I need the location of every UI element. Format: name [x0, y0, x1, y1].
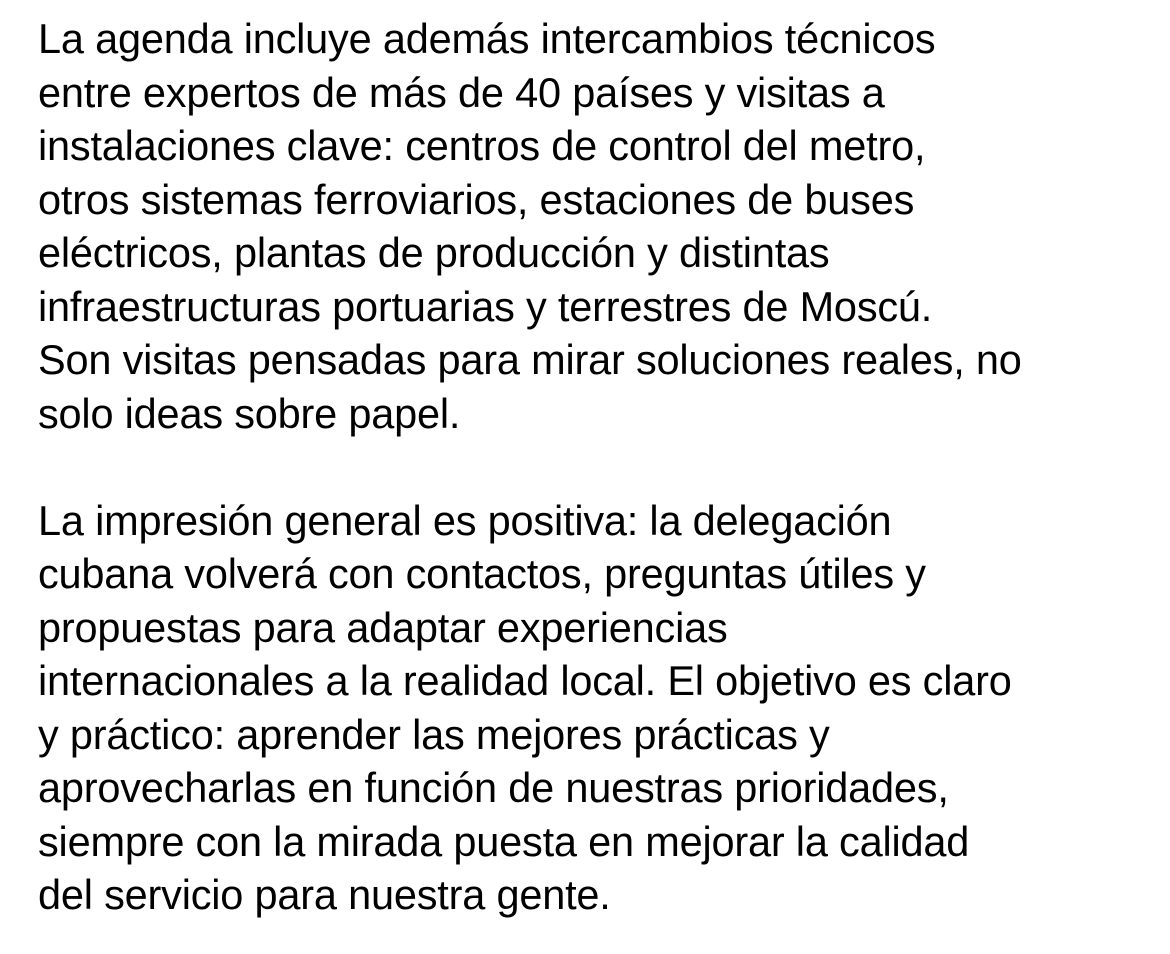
paragraph-1-line: infraestructuras portuarias y terrestres de Moscú.: [38, 282, 933, 330]
paragraph-2-line: siempre con la mirada puesta en mejorar la calidad: [38, 817, 970, 865]
paragraph-1-line: Son visitas pensadas para mirar soluciones reales, no: [38, 336, 1022, 383]
paragraph-2-line: propuestas para adaptar experiencias: [38, 603, 728, 651]
paragraph-2-line: internacionales a la realidad local. El objetivo es claro: [38, 657, 1012, 704]
paragraph-2: [38, 494, 1148, 922]
paragraph-2-line: aprovecharlas en función de nuestras prioridades,: [38, 764, 949, 811]
document-body: [38, 12, 1148, 922]
paragraph-1-line: solo ideas sobre papel.: [38, 389, 461, 437]
paragraph-1: [38, 12, 1148, 440]
paragraph-1-line: otros sistemas ferroviarios, estaciones de buses: [38, 175, 915, 223]
paragraph-2-line: y práctico: aprender las mejores prácticas y: [38, 710, 830, 758]
paragraph-2-line: La impresión general es positiva: la delegación: [38, 496, 892, 544]
paragraph-2-line: del servicio para nuestra gente.: [38, 871, 611, 918]
paragraph-2-line: cubana volverá con contactos, preguntas útiles y: [38, 550, 926, 597]
paragraph-1-line: La agenda incluye además intercambios técnicos: [38, 15, 936, 62]
paragraph-1-line: eléctricos, plantas de producción y distintas: [38, 229, 830, 276]
paragraph-1-line: instalaciones clave: centros de control del metro,: [38, 122, 926, 169]
paragraph-spacer: [38, 440, 1148, 494]
paragraph-1-line: entre expertos de más de 40 países y visitas a: [38, 68, 885, 116]
